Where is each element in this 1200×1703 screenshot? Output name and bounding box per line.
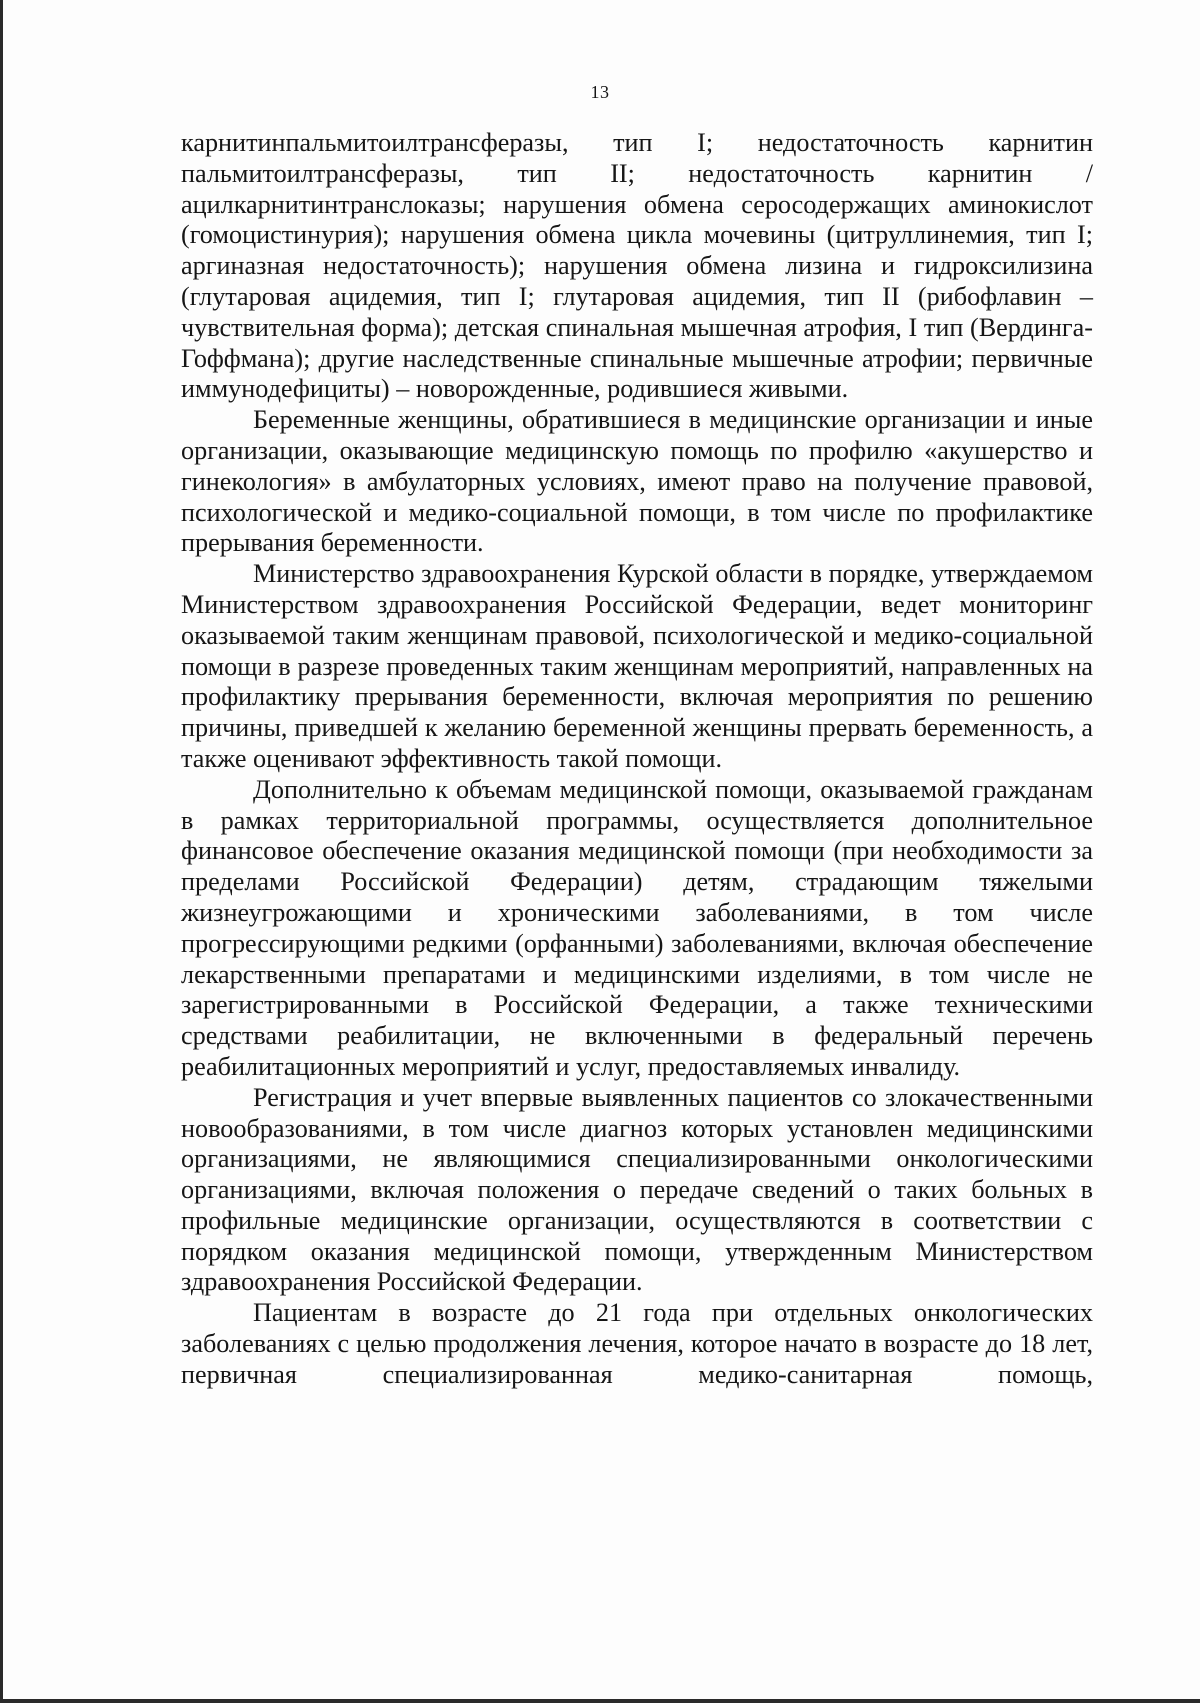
paragraph-patients-under-21: Пациентам в возрасте до 21 года при отдельных онкологических заболеваниях с целью продолжения лечения, которое начато в возрасте до 18 лет, первичная специализированная медико-санитарная помощь, (181, 1298, 1093, 1389)
paragraph-oncology-registration: Регистрация и учет впервые выявленных пациентов со злокачественными новообразованиями, в том числе диагноз которых установлен медицинскими организациями, не являющимися специализированными онкологическими организациями, включая положения о передаче сведений о таких больных в профильные медицинские организации, осуществляются в соответствии с порядком оказания медицинской помощи, утвержденным Министерством здравоохранения Российской Федерации. (181, 1082, 1093, 1297)
document-body (181, 128, 1093, 1391)
scan-border-left (0, 0, 3, 1703)
paragraph-pregnant-women-rights: Беременные женщины, обратившиеся в медицинские организации и иные организации, оказывающие медицинскую помощь по профилю «акушерство и гинекология» в амбулаторных условиях, имеют право на получение правовой, психологической и медико-социальной помощи, в том числе по профилактике прерывания беременности. (181, 405, 1093, 558)
paragraph-newborn-screening-list: карнитинпальмитоилтрансферазы, тип I; недостаточность карнитин пальмитоилтрансферазы, тип II; недостаточность карнитин / ацилкарнитинтранслоказы; нарушения обмена серосодержащих аминокислот (гомоцистинурия); нарушения обмена цикла мочевины (цитруллинемия, тип I; аргиназная недостаточность); нарушения обмена лизина и гидроксилизина (глутаровая ацидемия, тип I; глутаровая ацидемия, тип II (рибофлавин – чувствительная форма); детская спинальная мышечная атрофия, I тип (Вердинга-Гоффмана); другие наследственные спинальные мышечные атрофии; первичные иммунодефициты) – новорожденные, родившиеся живыми. (181, 128, 1093, 404)
paragraph-ministry-monitoring: Министерство здравоохранения Курской области в порядке, утверждаемом Министерством здравоохранения Российской Федерации, ведет мониторинг оказываемой таким женщинам правовой, психологической и медико-социальной помощи в разрезе проведенных таким женщинам мероприятий, направленных на профилактику прерывания беременности, включая мероприятия по решению причины, приведшей к желанию беременной женщины прервать беременность, а также оценивают эффективность такой помощи. (181, 559, 1093, 773)
paragraph-additional-financing: Дополнительно к объемам медицинской помощи, оказываемой гражданам в рамках территориальной программы, осуществляется дополнительное финансовое обеспечение оказания медицинской помощи (при необходимости за пределами Российской Федерации) детям, страдающим тяжелыми жизнеугрожающими и хроническими заболеваниями, в том числе прогрессирующими редкими (орфанными) заболеваниями, включая обеспечение лекарственными препаратами и медицинскими изделиями, в том числе не зарегистрированными в Российской Федерации, а также техническими средствами реабилитации, не включенными в федеральный перечень реабилитационных мероприятий и услуг, предоставляемых инвалиду. (181, 774, 1093, 1081)
page-number: 13 (590, 82, 610, 102)
scan-border-bottom (0, 1699, 1200, 1703)
